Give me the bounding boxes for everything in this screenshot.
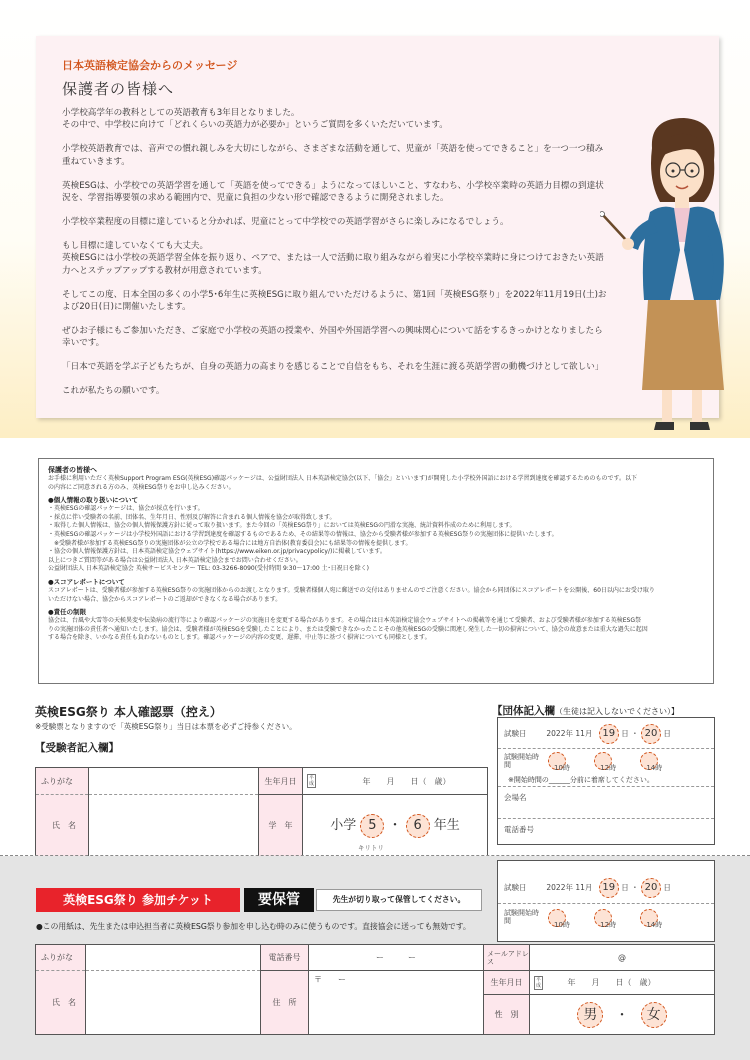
ticket-form bbox=[35, 944, 715, 1035]
day-20-option[interactable]: 20 bbox=[641, 724, 661, 744]
male-option[interactable]: 男 bbox=[577, 1002, 603, 1028]
group-form bbox=[497, 717, 715, 845]
message-paragraph: 小学校英語教育では、音声での慣れ親しみを大切にしながら、さまざまな活動を通して、児童が「英語を使ってできること」を一つ一つ積み重ねていきます。 bbox=[62, 144, 604, 167]
message-closing: これが私たちの願いです。 bbox=[62, 386, 165, 397]
terms-notice bbox=[38, 458, 714, 684]
message-title: 保護者の皆様へ bbox=[62, 80, 175, 98]
examinee-section-label: 【受験者記入欄】 bbox=[35, 742, 119, 754]
ticket-start-time-options: 10時 12時 14時 bbox=[548, 909, 674, 930]
day-19-option[interactable]: 19 bbox=[599, 724, 619, 744]
ticket-birth-field[interactable] bbox=[530, 971, 715, 995]
group-section-subtitle: （生徒は記入しないでください）】 bbox=[555, 707, 679, 716]
notes-line: ・協会の個人情報保護方針は、日本英語検定協会ウェブサイト(https://www.eiken.or.jp/privacypolicy/)に掲載しています。 bbox=[48, 548, 386, 556]
message-paragraph: 小学校高学年の教科としての英語教育も3年目となりました。 その中で、中学校に向けて「どれくらいの英語力が必要か」というご質問を多くいただいています。 bbox=[62, 108, 448, 131]
notes-line: ・英検ESGの確認パッケージは小学校外国語における学習到達度を確認するものであるため、その結果等の情報は、協会から受験者様が参加する英検ESG祭りの実施団体に提供いたします。 bbox=[48, 530, 558, 538]
message-heading: 日本英語検定協会からのメッセージ bbox=[62, 59, 238, 72]
group-phone-label: 電話番号 bbox=[504, 825, 534, 834]
group-name-label: 会場名 bbox=[504, 793, 527, 802]
examinee-form bbox=[35, 767, 488, 857]
gender-label: 性 別 bbox=[484, 995, 530, 1035]
ticket-exam-date-row: 試験日 2022年 11月 19 日 ・ 20 日 bbox=[504, 878, 671, 898]
receipt-title: 英検ESG祭り 本人確認票（控え） bbox=[35, 705, 222, 719]
start-time-options: 10時 12時 14時 bbox=[548, 752, 674, 773]
ticket-name-label: 氏 名 bbox=[36, 971, 86, 1035]
female-option[interactable]: 女 bbox=[641, 1002, 667, 1028]
arrival-note: ※開始時間の______分前に着席してください。 bbox=[508, 776, 654, 784]
ticket-name-field[interactable] bbox=[86, 971, 261, 1035]
notes-section-title: ●個人情報の取り扱いについて bbox=[48, 496, 139, 505]
grade-label: 学 年 bbox=[259, 795, 303, 857]
grade-separator: ・ bbox=[388, 817, 402, 833]
cut-line-label: キリトリ bbox=[358, 844, 384, 852]
group-section-title: 【団体記入欄（生徒は記入しないでください）】 bbox=[492, 705, 679, 717]
address-field[interactable]: 〒 ー bbox=[309, 971, 484, 1035]
keep-instruction: 先生が切り取って保管してください。 bbox=[316, 889, 482, 911]
name-label: 氏 名 bbox=[36, 795, 89, 857]
notes-line: ・採点に伴い受験者の名前、団体名、生年月日、性別及び解答に含まれる個人情報を協会が取得致します。 bbox=[48, 513, 336, 521]
notes-line: いただけない場合、協会からスコアレポートのご返却ができなくなる場合があります。 bbox=[48, 595, 282, 603]
grade-5-option[interactable]: 5 bbox=[360, 814, 384, 838]
birth-fields: 年 月 日（ 歳） bbox=[362, 776, 451, 786]
ticket-note: ●この用紙は、先生または申込担当者に英検ESG祭り参加を申し込む時のみに使うものです。直接協会に送っても無効です。 bbox=[36, 922, 471, 931]
furigana-field[interactable] bbox=[89, 768, 259, 795]
message-paragraph: 小学校卒業程度の目標に達していると分かれば、児童にとって中学校での英語学習がさらに楽しみになるでしょう。 bbox=[62, 216, 509, 227]
notes-line: ・取得した個人情報は、協会の個人情報保護方針に従って取り扱います。また今回の「英検ESG祭り」においては英検ESGの円滑な実施、統計資料作成のために利用します。 bbox=[48, 522, 516, 530]
ticket-birth-label: 生年月日 bbox=[484, 971, 530, 995]
notes-line: お手様に利用いただく英検Support Program ESG(英検ESG)確認パッケージは、公益財団法人 日本英語検定協会(以下、「協会」といいます)が開発した小学校外国語における学習到達度を確認するためのものです。以下 bbox=[48, 475, 638, 482]
ticket-birth-fields: 年 月 日（ 歳） bbox=[567, 978, 656, 987]
birth-field[interactable] bbox=[303, 768, 488, 795]
notes-line: する場合を除き、いかなる責任も負わないものとします。確認パッケージの内容の変更、遅滞、中止等に基づく損害についても同様とします。 bbox=[48, 634, 431, 642]
notes-line: の内容にご同意される方のみ、英検ESG祭りをお申し込みください。 bbox=[48, 483, 235, 491]
receipt-note: ※受験票となりますので「英検ESG祭り」当日は本票を必ずご持参ください。 bbox=[35, 722, 297, 731]
message-paragraph: ぜひお子様にもご参加いただき、ご家庭で小学校の英語の授業や、外国や外国語学習への興味関心について話をするきっかけとなりましたら幸いです。 bbox=[62, 325, 603, 349]
message-body bbox=[62, 107, 610, 409]
notes-title: 保護者の皆様へ bbox=[48, 466, 97, 474]
notes-line: 協会は、台風や大雪等の天候異変や伝染病の流行等により確認パッケージの実施日を変更する場合があります。その場合は日本英語検定協会ウェブサイトへの掲載等を通じて受験者、および受験者様が参加する英検ESG祭 bbox=[48, 617, 641, 625]
ticket-group-form bbox=[497, 860, 715, 942]
era-box: 平成 bbox=[308, 775, 314, 787]
notes-line: 公益財団法人 日本英語検定協会 英検サービスセンター TEL: 03-3266-8090(受付時間 9:30～17:00 土･日祝日を除く) bbox=[48, 565, 369, 573]
ticket-furigana-field[interactable] bbox=[86, 945, 261, 971]
email-label: メールアドレス bbox=[484, 945, 530, 971]
message-quote: 「日本で英語を学ぶ子どもたちが、自身の英語力の高まりを感じることで自信をもち、それを生涯に渡る英語学習の動機づけとして欲しい」 bbox=[62, 362, 604, 373]
email-field[interactable]: @ bbox=[530, 945, 715, 971]
ticket-title: 英検ESG祭り 参加チケット bbox=[36, 888, 240, 912]
ticket-start-time-label: 試験開始時間 bbox=[504, 909, 539, 925]
teacher-illustration bbox=[600, 110, 750, 435]
gender-field[interactable] bbox=[530, 995, 715, 1035]
notes-line: ※受験者様が参加する英検ESG祭りの実施団体が公立の学校である場合には地方自治体(教育委員会)にも結果等の情報を提供します。 bbox=[48, 539, 412, 547]
birth-label: 生年月日 bbox=[259, 768, 303, 795]
ticket-era-box: 平成 bbox=[535, 976, 541, 989]
grade-6-option[interactable]: 6 bbox=[406, 814, 430, 838]
start-time-label: 試験開始時間 bbox=[504, 753, 539, 769]
notes-section-title: ●責任の制限 bbox=[48, 608, 87, 617]
furigana-label: ふりがな bbox=[36, 768, 89, 795]
exam-date-row: 試験日 2022年 11月 19 日 ・ 20 日 bbox=[504, 724, 671, 744]
grade-field[interactable] bbox=[303, 795, 488, 857]
address-label: 住 所 bbox=[261, 971, 309, 1035]
notes-line: りの実施団体の責任者へ通知いたします。協会は、受験者様が英検ESGを受験したことにより、または受験できなかったことその他英検ESGの受験に関連し発生した一切の損害について、協会の故意または重大な過失に起因 bbox=[48, 625, 648, 633]
ticket-day-19-option[interactable]: 19 bbox=[599, 878, 619, 898]
ticket-phone-field[interactable]: ー ー bbox=[309, 945, 484, 971]
gender-separator: ・ bbox=[615, 1007, 629, 1023]
notes-line: スコアレポートは、受験者様が参加する英検ESG祭りの実施団体からのお渡しとなります。受験者様個人宛に郵送での交付はありませんのでご注意ください。協会から同団体にスコアレポートを公開後、60日以内にお受け取り bbox=[48, 586, 655, 594]
keep-badge: 要保管 bbox=[244, 888, 314, 912]
notes-line: ・英検ESGの確認パッケージは、協会が採点を行います。 bbox=[48, 505, 204, 513]
notes-section-title: ●スコアレポートについて bbox=[48, 577, 125, 586]
grade-suffix: 年生 bbox=[433, 817, 460, 833]
name-field[interactable] bbox=[89, 795, 259, 857]
notes-line: 以上につきご質問等がある場合は公益財団法人 日本英語検定協会までお問い合わせください。 bbox=[48, 556, 302, 564]
message-paragraph: そしてこの度、日本全国の多くの小学5･6年生に英検ESGに取り組んでいただけるように、第1回「英検ESG祭り」を2022年11月19日(土)および20日(日)に開催いたします。 bbox=[62, 289, 607, 312]
ticket-furigana-label: ふりがな bbox=[36, 945, 86, 971]
grade-prefix: 小学 bbox=[330, 817, 357, 833]
message-paragraph: 英検ESGは、小学校での英語学習を通して「英語を使ってできる」ようになってほしいこと、すなわち、小学校卒業時の英語力目標の到達状況を、学習指導要領の求める範囲内で、児童に負担の少ない形で確認できるように開発されました。 bbox=[62, 180, 604, 204]
ticket-phone-label: 電話番号 bbox=[261, 945, 309, 971]
message-paragraph: もし目標に達していなくても大丈夫。 英検ESGには小学校の英語学習全体を振り返り、ペアで、または一人で活動に取り組みながら着実に小学校卒業時に身につけておきたい英語力へとステップアップする教材が用意されています。 bbox=[62, 240, 604, 276]
ticket-day-20-option[interactable]: 20 bbox=[641, 878, 661, 898]
